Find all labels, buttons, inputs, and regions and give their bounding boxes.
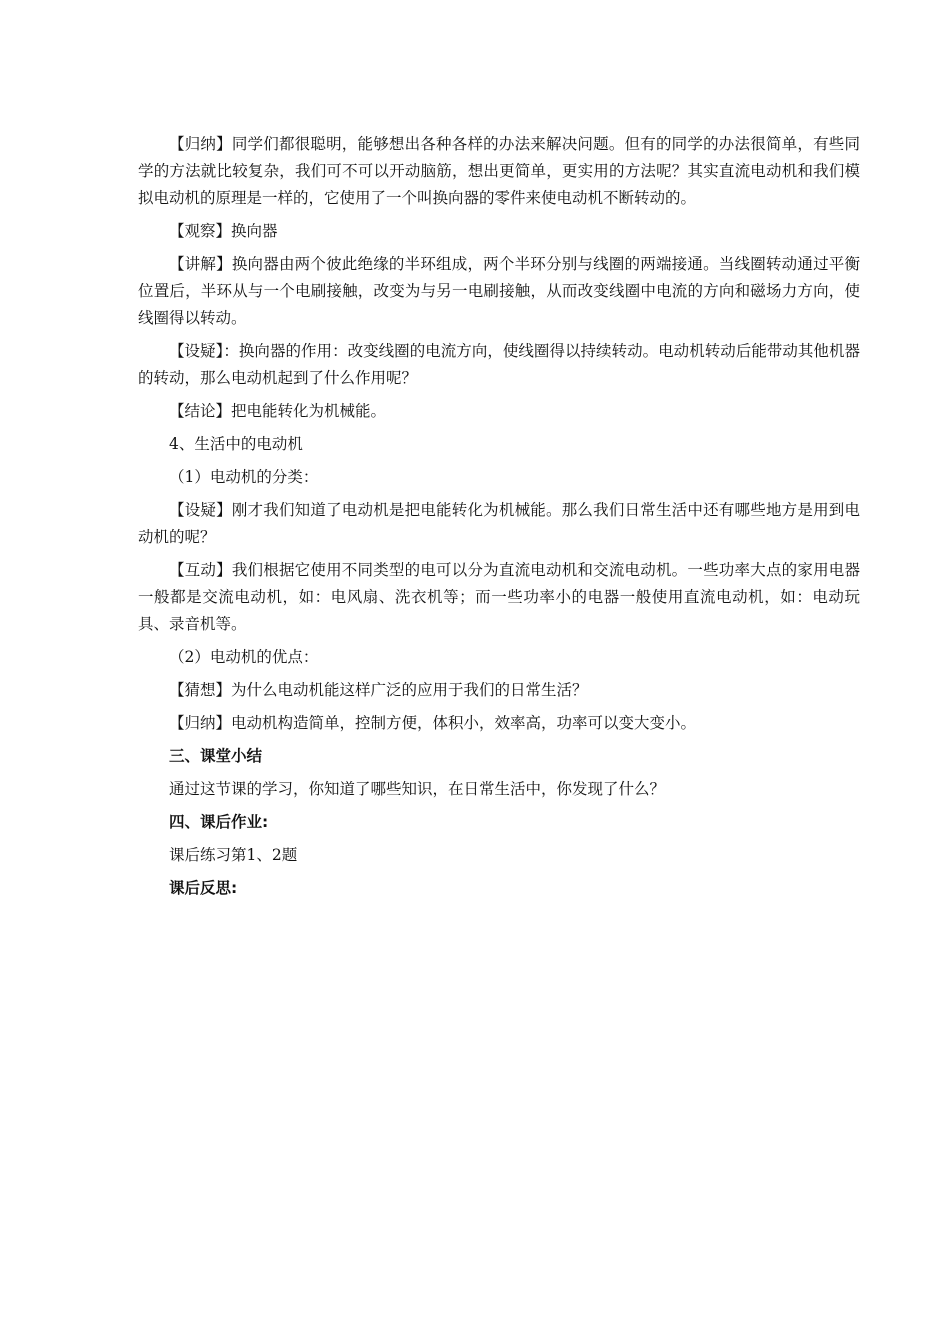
paragraph-guess (138, 677, 860, 704)
section-4-sub1: （1）电动机的分类： (169, 468, 319, 486)
paragraph-tag: 【猜想】 (169, 681, 232, 699)
section-4-sub2: （2）电动机的优点： (169, 648, 319, 666)
paragraph-conclusion (138, 398, 860, 425)
paragraph-tag: 【设疑】 (169, 501, 232, 519)
paragraph-text: 我们根据它使用不同类型的电可以分为直流电动机和交流电动机。一些功率大点的家用电器一般都是交流电动机，如：电风扇、洗衣机等；而一些功率小的电器一般使用直流电动机，如：电动玩具、录音机等。 (138, 561, 860, 633)
paragraph-tag: 【观察】 (169, 222, 232, 240)
paragraph-tag: 【设疑】 (169, 342, 224, 360)
paragraph-text: ：换向器的作用：改变线圈的电流方向，使线圈得以持续转动。电动机转动后能带动其他机器的转动，那么电动机起到了什么作用呢？ (138, 342, 860, 387)
paragraph-tag: 【互动】 (169, 561, 232, 579)
paragraph-summary-guina (138, 131, 860, 212)
paragraph-tag: 【归纳】 (169, 714, 232, 732)
paragraph-text: 刚才我们知道了电动机是把电能转化为机械能。那么我们日常生活中还有哪些地方是用到电动机的呢？ (138, 501, 860, 546)
homework-heading: 四、课后作业: (169, 813, 269, 831)
homework-text: 课后练习第1、2题 (169, 846, 298, 864)
paragraph-tag: 【结论】 (169, 402, 232, 420)
paragraph-interaction (138, 557, 860, 638)
paragraph-tag: 【归纳】 (169, 135, 232, 153)
paragraph-motor-usage-question (138, 497, 860, 551)
paragraph-text: 把电能转化为机械能。 (231, 402, 387, 420)
paragraph-text: 换向器由两个彼此绝缘的半环组成，两个半环分别与线圈的两端接通。当线圈转动通过平衡位置后，半环从与一个电刷接触，改变为与另一电刷接触，从而改变线圈中电流的方向和磁场力方向，使线圈得以转动。 (138, 255, 860, 327)
paragraph-text: 电动机构造简单，控制方便，体积小，效率高，功率可以变大变小。 (231, 714, 697, 732)
paragraph-text: 同学们都很聪明，能够想出各种各样的办法来解决问题。但有的同学的办法很简单，有些同学的方法就比较复杂，我们可不可以开动脑筋，想出更简单，更实用的方法呢？其实直流电动机和我们模拟电动机的原理是一样的，它使用了一个叫换向器的零件来使电动机不断转动的。 (138, 135, 860, 207)
summary-heading: 三、课堂小结 (169, 747, 263, 765)
paragraph-question (138, 338, 860, 392)
paragraph-text: 换向器 (231, 222, 278, 240)
section-4-title: 4、生活中的电动机 (169, 435, 303, 453)
paragraph-observe (138, 218, 860, 245)
document-body (138, 131, 860, 908)
paragraph-explain (138, 251, 860, 332)
reflection-heading: 课后反思: (169, 879, 238, 897)
paragraph-tag: 【讲解】 (169, 255, 232, 273)
summary-text: 通过这节课的学习，你知道了哪些知识，在日常生活中，你发现了什么？ (169, 780, 666, 798)
paragraph-advantages (138, 710, 860, 737)
paragraph-text: 为什么电动机能这样广泛的应用于我们的日常生活？ (231, 681, 588, 699)
